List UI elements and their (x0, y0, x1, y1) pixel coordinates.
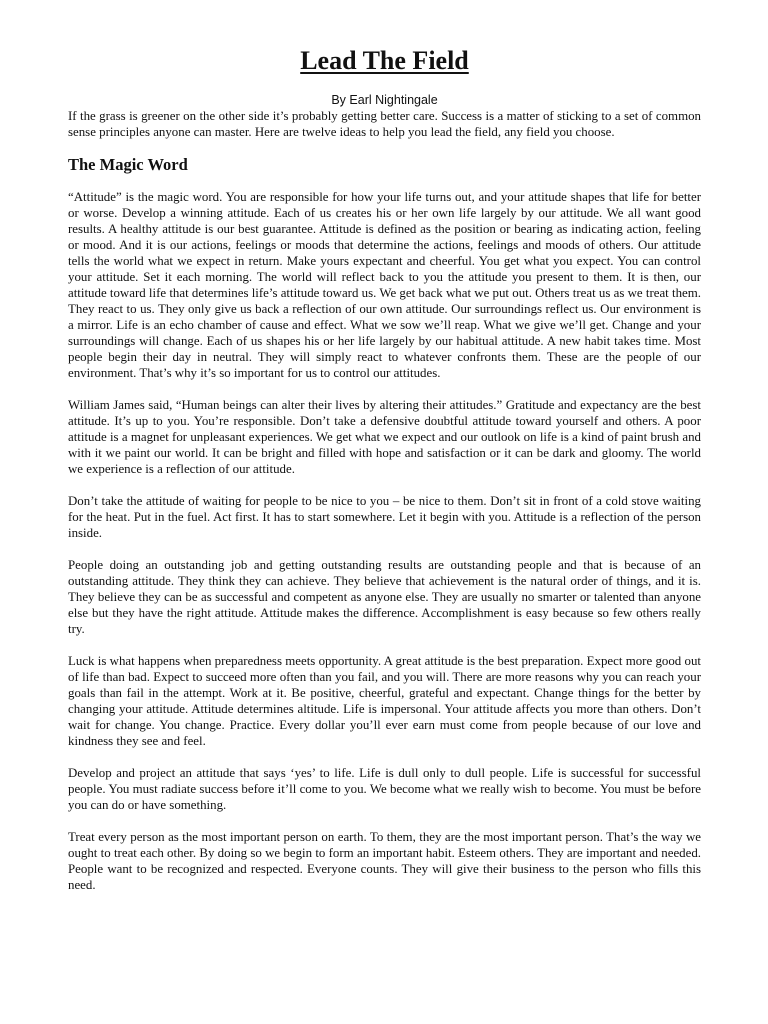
body-paragraph: Luck is what happens when preparedness meets opportunity. A great attitude is the best preparation. Expect more good out of life than bad. Expect to succeed more often than you fail, and you will. There are more reasons why you can reach your goals than fail in the attempt. Work at it. Be positive, cheerful, grateful and expectant. Change things for the better by changing your attitude. Attitude determines altitude. Life is impersonal. Your attitude affects you more than others. Don’t wait for change. You change. Practice. Every dollar you’ll ever earn must come from people because of our love and kindness they see and feel. (68, 654, 701, 748)
document-page (68, 0, 701, 893)
body-paragraph: Develop and project an attitude that says ‘yes’ to life. Life is dull only to dull people. Life is successful for successful people. You must radiate success before it’ll come to you. We become what we really wish to become. You must be before you can do or have something. (68, 766, 701, 812)
intro-paragraph: If the grass is greener on the other side it’s probably getting better care. Success is a matter of sticking to a set of common sense principles anyone can master. Here are twelve ideas to help you lead the field, any field you choose. (68, 109, 701, 139)
body-paragraph: Don’t take the attitude of waiting for people to be nice to you – be nice to them. Don’t sit in front of a cold stove waiting for the heat. Put in the fuel. Act first. It has to start somewhere. Let it begin with you. Attitude is a reflection of the person inside. (68, 494, 701, 540)
body-paragraph: “Attitude” is the magic word. You are responsible for how your life turns out, and your attitude shapes that life for better or worse. Develop a winning attitude. Each of us creates his or her own life largely by our attitude. We all want good results. A healthy attitude is our best guarantee. Attitude is defined as the position or bearing as indicating action, feeling or mood. And it is our actions, feelings or moods that determine the actions, feelings and moods of others. Our attitude tells the world what we expect in return. Make yours expectant and cheerful. You get what you expect. You can control your attitude. Set it each morning. The world will reflect back to you the attitude you present to them. It is then, our attitude toward life that determines life’s attitude toward us. We get back what we put out. Others treat us as we treat them. They react to us. They only give us back a reflection of our own attitude. Our surroundings reflect us. Our environment is a mirror. Life is an echo chamber of cause and effect. What we sow we’ll reap. What we give we’ll get. Change and your surroundings will change. Each of us shapes his or her life largely by our habitual attitude. A new habit takes time. Most people begin their day in neutral. They will simply react to whatever confronts them. These are the people of our environment. That’s why it’s so important for us to control our attitudes. (68, 190, 701, 380)
section-heading: The Magic Word (68, 155, 188, 174)
body-paragraph: People doing an outstanding job and getting outstanding results are outstanding people and that is because of an outstanding attitude. They think they can achieve. They believe that achievement is the natural order of things, and it is. They believe they can be as successful and competent as anyone else. They are usually no smarter or talented than anyone else but they have the right attitude. Attitude makes the difference. Accomplishment is easy because so few others really try. (68, 558, 701, 636)
document-title (68, 46, 701, 76)
body-paragraph: William James said, “Human beings can alter their lives by altering their attitudes.” Gratitude and expectancy are the best attitude. It’s up to you. You’re responsible. Don’t take a defensive doubtful attitude toward yourself and others. A poor attitude is a magnet for unpleasant experiences. We get what we expect and our outlook on life is a kind of paint brush and with it we paint our world. It can be bright and filled with hope and satisfaction or it can be dark and gloomy. The world we experience is a reflection of our attitude. (68, 398, 701, 476)
body-paragraph: Treat every person as the most important person on earth. To them, they are the most important person. That’s the way we ought to treat each other. By doing so we begin to form an important habit. Esteem others. They are important and needed. People want to be recognized and respected. Everyone counts. They will give their business to the person who fills this need. (68, 830, 701, 892)
document-title-text: Lead The Field (300, 46, 469, 75)
document-author: By Earl Nightingale (331, 93, 438, 107)
